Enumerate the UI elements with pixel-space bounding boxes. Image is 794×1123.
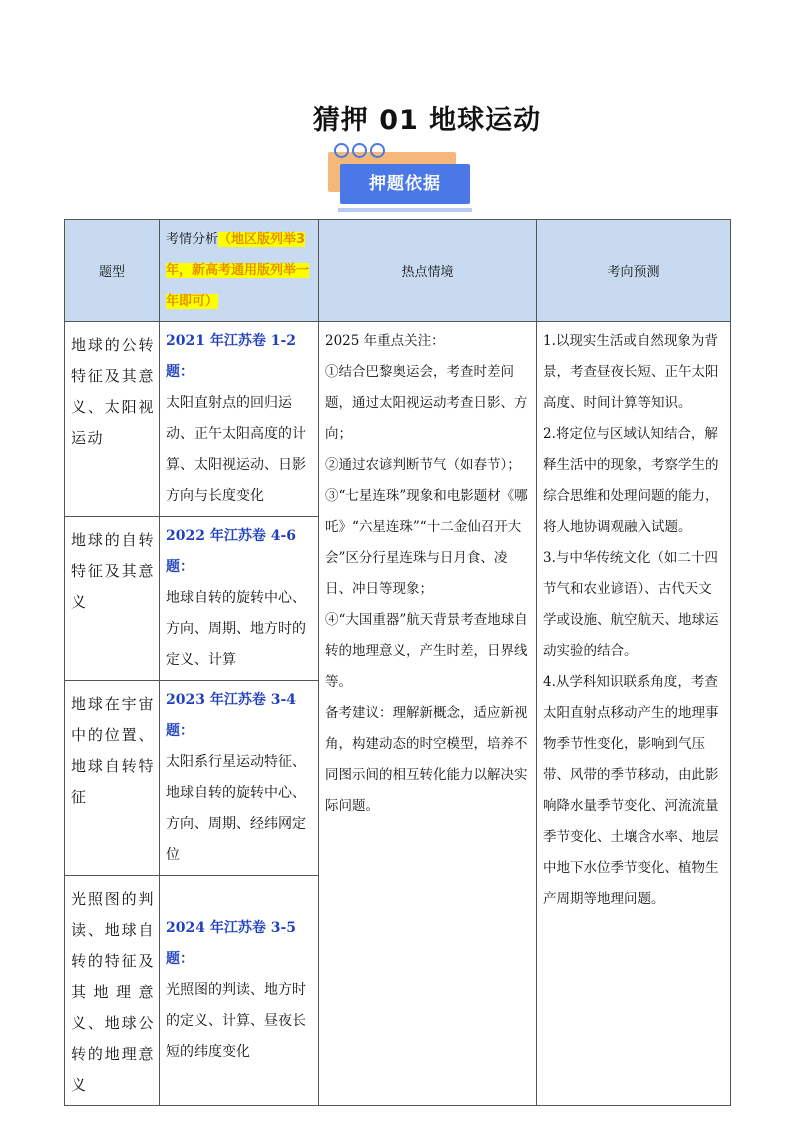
exam-cell bbox=[160, 681, 319, 876]
exam-body: 地球自转的旋转中心、方向、周期、地方时的定义、计算 bbox=[166, 590, 306, 668]
type-cell: 地球在宇宙中的位置、地球自转特征 bbox=[65, 681, 160, 876]
exam-title: 2022 年江苏卷 4-6 题： bbox=[166, 528, 297, 575]
topic-line: 备考建议：理解新概念，适应新视角，构建动态的时空模型，培养不同图示间的相互转化能力以解决实际问题。 bbox=[325, 705, 528, 814]
ring-icon bbox=[334, 143, 349, 158]
header-analysis-prefix: 考情分析 bbox=[166, 232, 219, 247]
forecast-table bbox=[64, 219, 731, 1106]
exam-cell bbox=[160, 322, 319, 517]
exam-cell bbox=[160, 517, 319, 681]
topic-cell bbox=[319, 322, 537, 1106]
topic-line: ①结合巴黎奥运会，考查时差问题，通过太阳视运动考查日影、方向； bbox=[325, 364, 528, 442]
table-header-row bbox=[65, 220, 731, 322]
prediction-line: 1.以现实生活或自然现象为背景，考查昼夜长短、正午太阳高度、时间计算等知识。 bbox=[543, 333, 719, 411]
prediction-line: 4.从学科知识联系角度，考查太阳直射点移动产生的地理事物季节性变化，影响到气压带、风带的季节移动，由此影响降水量季节变化、河流流量季节变化、土壤含水率、地层中地下水位季节变化、植物生产周期等地理问题。 bbox=[543, 674, 719, 907]
ring-icons bbox=[334, 143, 388, 159]
badge-underline bbox=[338, 208, 472, 212]
topic-line: ③“七星连珠”现象和电影题材《哪吒》“六星连珠”“十二金仙召开大会”区分行星连珠与日月食、凌日、冲日等现象； bbox=[325, 488, 528, 597]
ring-icon bbox=[370, 143, 385, 158]
type-cell: 地球的自转特征及其意义 bbox=[65, 517, 160, 681]
prediction-line: 3.与中华传统文化（如二十四节气和农业谚语）、古代天文学或设施、航空航天、地球运动实验的结合。 bbox=[543, 550, 719, 659]
topic-line: 2025 年重点关注： bbox=[325, 333, 445, 349]
page-title: 猜押 01 地球运动 bbox=[312, 105, 542, 136]
prediction-cell bbox=[537, 322, 731, 1106]
exam-body: 太阳直射点的回归运动、正午太阳高度的计算、太阳视运动、日影方向与长度变化 bbox=[166, 395, 306, 504]
ring-icon bbox=[352, 143, 367, 158]
section-badge bbox=[326, 144, 476, 214]
exam-body: 太阳系行星运动特征、地球自转的旋转中心、方向、周期、经纬网定位 bbox=[166, 754, 306, 863]
type-cell: 光照图的判读、地球自转的特征及其地理意义、地球公转的地理意义 bbox=[65, 876, 160, 1106]
topic-line: ④“大国重器”航天背景考查地球自转的地理意义，产生时差，日界线等。 bbox=[325, 612, 528, 690]
header-analysis-note: （地区版列举3年，新高考通用版列举一年即可） bbox=[166, 232, 310, 309]
header-type: 题型 bbox=[65, 220, 160, 322]
exam-body: 光照图的判读、地方时的定义、计算、昼夜长短的纬度变化 bbox=[166, 982, 306, 1060]
exam-cell bbox=[160, 876, 319, 1106]
type-cell: 地球的公转特征及其意义、太阳视运动 bbox=[65, 322, 160, 517]
header-analysis bbox=[160, 220, 319, 322]
badge-label: 押题依据 bbox=[340, 164, 470, 204]
header-prediction: 考向预测 bbox=[537, 220, 731, 322]
prediction-line: 2.将定位与区域认知结合，解释生活中的现象，考察学生的综合思维和处理问题的能力，将人地协调观融入试题。 bbox=[543, 426, 719, 535]
header-topic: 热点情境 bbox=[319, 220, 537, 322]
exam-title: 2023 年江苏卷 3-4 题： bbox=[166, 692, 297, 739]
topic-line: ②通过农谚判断节气（如春节）； bbox=[325, 457, 521, 473]
exam-title: 2024 年江苏卷 3-5 题： bbox=[166, 920, 297, 967]
exam-title: 2021 年江苏卷 1-2 题： bbox=[166, 333, 297, 380]
table-row bbox=[65, 322, 731, 517]
